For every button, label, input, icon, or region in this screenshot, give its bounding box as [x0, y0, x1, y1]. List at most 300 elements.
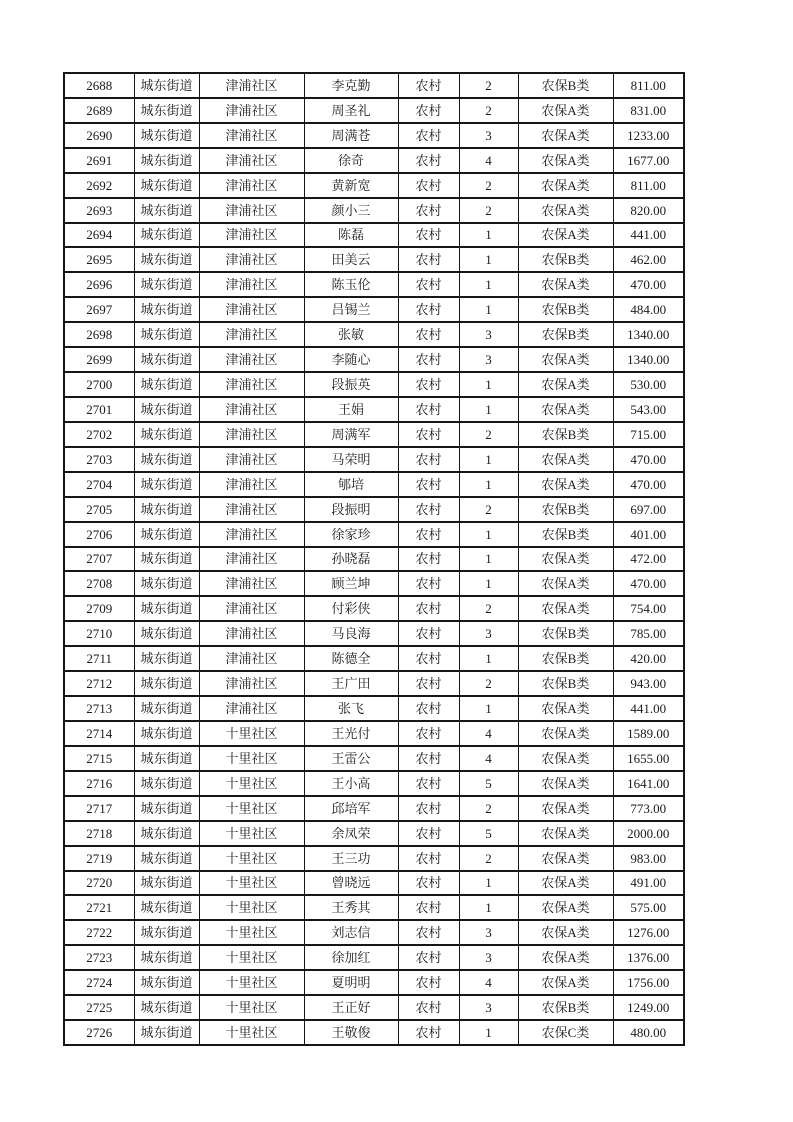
amount-cell: 785.00 [613, 621, 684, 646]
amount-cell: 484.00 [613, 297, 684, 322]
person-name-cell: 周满苍 [304, 123, 398, 148]
table-row [64, 497, 684, 522]
serial-number-cell: 2726 [64, 1020, 134, 1045]
table-row [64, 671, 684, 696]
table-row [64, 895, 684, 920]
insurance-category-cell: 农保A类 [518, 895, 613, 920]
person-name-cell: 王娟 [304, 397, 398, 422]
table-row [64, 522, 684, 547]
table-row [64, 821, 684, 846]
person-name-cell: 王正好 [304, 995, 398, 1020]
insurance-category-cell: 农保A类 [518, 98, 613, 123]
household-type-cell: 农村 [398, 895, 459, 920]
household-type-cell: 农村 [398, 272, 459, 297]
insurance-category-cell: 农保A类 [518, 746, 613, 771]
table-row [64, 372, 684, 397]
insurance-category-cell: 农保A类 [518, 547, 613, 572]
person-name-cell: 陈玉伦 [304, 272, 398, 297]
household-type-cell: 农村 [398, 372, 459, 397]
amount-cell: 983.00 [613, 846, 684, 871]
person-count-cell: 3 [459, 621, 518, 646]
street-cell: 城东街道 [134, 247, 199, 272]
person-name-cell: 徐家珍 [304, 522, 398, 547]
person-count-cell: 2 [459, 173, 518, 198]
person-name-cell: 李克勤 [304, 73, 398, 98]
person-name-cell: 段振英 [304, 372, 398, 397]
serial-number-cell: 2725 [64, 995, 134, 1020]
serial-number-cell: 2719 [64, 846, 134, 871]
amount-cell: 470.00 [613, 571, 684, 596]
serial-number-cell: 2696 [64, 272, 134, 297]
serial-number-cell: 2723 [64, 945, 134, 970]
community-cell: 津浦社区 [199, 522, 304, 547]
serial-number-cell: 2721 [64, 895, 134, 920]
community-cell: 津浦社区 [199, 547, 304, 572]
person-count-cell: 4 [459, 721, 518, 746]
serial-number-cell: 2709 [64, 596, 134, 621]
table-row [64, 571, 684, 596]
street-cell: 城东街道 [134, 522, 199, 547]
household-type-cell: 农村 [398, 571, 459, 596]
table-row [64, 920, 684, 945]
amount-cell: 773.00 [613, 796, 684, 821]
street-cell: 城东街道 [134, 696, 199, 721]
amount-cell: 1249.00 [613, 995, 684, 1020]
street-cell: 城东街道 [134, 198, 199, 223]
community-cell: 津浦社区 [199, 621, 304, 646]
household-type-cell: 农村 [398, 945, 459, 970]
serial-number-cell: 2716 [64, 771, 134, 796]
household-type-cell: 农村 [398, 223, 459, 248]
person-count-cell: 1 [459, 895, 518, 920]
table-row [64, 123, 684, 148]
person-count-cell: 1 [459, 1020, 518, 1045]
community-cell: 津浦社区 [199, 571, 304, 596]
person-name-cell: 段振明 [304, 497, 398, 522]
amount-cell: 470.00 [613, 447, 684, 472]
street-cell: 城东街道 [134, 621, 199, 646]
serial-number-cell: 2697 [64, 297, 134, 322]
street-cell: 城东街道 [134, 497, 199, 522]
street-cell: 城东街道 [134, 322, 199, 347]
table-row [64, 397, 684, 422]
amount-cell: 831.00 [613, 98, 684, 123]
insurance-category-cell: 农保A类 [518, 148, 613, 173]
amount-cell: 401.00 [613, 522, 684, 547]
person-count-cell: 5 [459, 771, 518, 796]
household-type-cell: 农村 [398, 821, 459, 846]
household-type-cell: 农村 [398, 596, 459, 621]
household-type-cell: 农村 [398, 397, 459, 422]
table-row [64, 1020, 684, 1045]
community-cell: 津浦社区 [199, 223, 304, 248]
insurance-category-cell: 农保A类 [518, 173, 613, 198]
person-name-cell: 徐奇 [304, 148, 398, 173]
amount-cell: 1376.00 [613, 945, 684, 970]
insurance-category-cell: 农保A类 [518, 223, 613, 248]
amount-cell: 811.00 [613, 73, 684, 98]
amount-cell: 1340.00 [613, 322, 684, 347]
insurance-category-cell: 农保A类 [518, 696, 613, 721]
community-cell: 十里社区 [199, 970, 304, 995]
insurance-category-cell: 农保A类 [518, 871, 613, 896]
person-name-cell: 付彩侠 [304, 596, 398, 621]
household-type-cell: 农村 [398, 198, 459, 223]
serial-number-cell: 2690 [64, 123, 134, 148]
household-type-cell: 农村 [398, 123, 459, 148]
person-count-cell: 3 [459, 322, 518, 347]
household-type-cell: 农村 [398, 621, 459, 646]
insurance-category-cell: 农保A类 [518, 272, 613, 297]
street-cell: 城东街道 [134, 671, 199, 696]
insurance-category-cell: 农保A类 [518, 846, 613, 871]
person-name-cell: 徐加红 [304, 945, 398, 970]
person-count-cell: 1 [459, 297, 518, 322]
street-cell: 城东街道 [134, 297, 199, 322]
table-row [64, 646, 684, 671]
amount-cell: 420.00 [613, 646, 684, 671]
street-cell: 城东街道 [134, 272, 199, 297]
table-row [64, 472, 684, 497]
person-name-cell: 颜小三 [304, 198, 398, 223]
serial-number-cell: 2700 [64, 372, 134, 397]
amount-cell: 1589.00 [613, 721, 684, 746]
table-row [64, 447, 684, 472]
person-count-cell: 2 [459, 98, 518, 123]
amount-cell: 480.00 [613, 1020, 684, 1045]
person-count-cell: 1 [459, 447, 518, 472]
community-cell: 十里社区 [199, 721, 304, 746]
community-cell: 十里社区 [199, 995, 304, 1020]
community-cell: 津浦社区 [199, 497, 304, 522]
insurance-category-cell: 农保B类 [518, 621, 613, 646]
insurance-category-cell: 农保A类 [518, 447, 613, 472]
household-type-cell: 农村 [398, 522, 459, 547]
serial-number-cell: 2704 [64, 472, 134, 497]
household-type-cell: 农村 [398, 771, 459, 796]
street-cell: 城东街道 [134, 721, 199, 746]
community-cell: 十里社区 [199, 821, 304, 846]
community-cell: 十里社区 [199, 1020, 304, 1045]
community-cell: 十里社区 [199, 771, 304, 796]
insurance-category-cell: 农保B类 [518, 497, 613, 522]
serial-number-cell: 2712 [64, 671, 134, 696]
person-name-cell: 马良海 [304, 621, 398, 646]
insurance-category-cell: 农保B类 [518, 995, 613, 1020]
serial-number-cell: 2713 [64, 696, 134, 721]
person-name-cell: 顾兰坤 [304, 571, 398, 596]
person-count-cell: 1 [459, 871, 518, 896]
person-count-cell: 2 [459, 497, 518, 522]
community-cell: 津浦社区 [199, 372, 304, 397]
household-type-cell: 农村 [398, 671, 459, 696]
amount-cell: 472.00 [613, 547, 684, 572]
street-cell: 城东街道 [134, 796, 199, 821]
serial-number-cell: 2705 [64, 497, 134, 522]
insurance-category-cell: 农保A类 [518, 721, 613, 746]
serial-number-cell: 2718 [64, 821, 134, 846]
street-cell: 城东街道 [134, 771, 199, 796]
insurance-category-cell: 农保A类 [518, 945, 613, 970]
community-cell: 十里社区 [199, 945, 304, 970]
community-cell: 十里社区 [199, 796, 304, 821]
table-row [64, 846, 684, 871]
person-count-cell: 4 [459, 746, 518, 771]
benefits-table [63, 72, 685, 1046]
serial-number-cell: 2722 [64, 920, 134, 945]
street-cell: 城东街道 [134, 73, 199, 98]
amount-cell: 1641.00 [613, 771, 684, 796]
household-type-cell: 农村 [398, 297, 459, 322]
person-count-cell: 1 [459, 372, 518, 397]
community-cell: 津浦社区 [199, 322, 304, 347]
street-cell: 城东街道 [134, 596, 199, 621]
table-row [64, 596, 684, 621]
insurance-category-cell: 农保B类 [518, 247, 613, 272]
household-type-cell: 农村 [398, 995, 459, 1020]
insurance-category-cell: 农保A类 [518, 796, 613, 821]
household-type-cell: 农村 [398, 547, 459, 572]
table-row [64, 547, 684, 572]
table-row [64, 73, 684, 98]
street-cell: 城东街道 [134, 995, 199, 1020]
amount-cell: 491.00 [613, 871, 684, 896]
person-name-cell: 曾晓远 [304, 871, 398, 896]
household-type-cell: 农村 [398, 173, 459, 198]
serial-number-cell: 2692 [64, 173, 134, 198]
person-count-cell: 3 [459, 347, 518, 372]
table-row [64, 98, 684, 123]
insurance-category-cell: 农保A类 [518, 347, 613, 372]
person-count-cell: 2 [459, 422, 518, 447]
person-count-cell: 2 [459, 198, 518, 223]
person-count-cell: 4 [459, 148, 518, 173]
community-cell: 津浦社区 [199, 247, 304, 272]
amount-cell: 1677.00 [613, 148, 684, 173]
street-cell: 城东街道 [134, 422, 199, 447]
street-cell: 城东街道 [134, 447, 199, 472]
serial-number-cell: 2698 [64, 322, 134, 347]
household-type-cell: 农村 [398, 846, 459, 871]
table-row [64, 970, 684, 995]
insurance-category-cell: 农保B类 [518, 73, 613, 98]
street-cell: 城东街道 [134, 821, 199, 846]
amount-cell: 1655.00 [613, 746, 684, 771]
person-count-cell: 1 [459, 272, 518, 297]
household-type-cell: 农村 [398, 447, 459, 472]
household-type-cell: 农村 [398, 422, 459, 447]
insurance-category-cell: 农保B类 [518, 646, 613, 671]
serial-number-cell: 2689 [64, 98, 134, 123]
street-cell: 城东街道 [134, 397, 199, 422]
serial-number-cell: 2714 [64, 721, 134, 746]
amount-cell: 1276.00 [613, 920, 684, 945]
person-count-cell: 5 [459, 821, 518, 846]
community-cell: 津浦社区 [199, 198, 304, 223]
community-cell: 津浦社区 [199, 472, 304, 497]
street-cell: 城东街道 [134, 372, 199, 397]
household-type-cell: 农村 [398, 721, 459, 746]
person-name-cell: 陈德全 [304, 646, 398, 671]
amount-cell: 1233.00 [613, 123, 684, 148]
person-name-cell: 夏明明 [304, 970, 398, 995]
amount-cell: 462.00 [613, 247, 684, 272]
amount-cell: 811.00 [613, 173, 684, 198]
insurance-category-cell: 农保A类 [518, 920, 613, 945]
street-cell: 城东街道 [134, 547, 199, 572]
household-type-cell: 农村 [398, 746, 459, 771]
serial-number-cell: 2688 [64, 73, 134, 98]
household-type-cell: 农村 [398, 98, 459, 123]
insurance-category-cell: 农保C类 [518, 1020, 613, 1045]
household-type-cell: 农村 [398, 472, 459, 497]
insurance-category-cell: 农保A类 [518, 821, 613, 846]
community-cell: 津浦社区 [199, 646, 304, 671]
amount-cell: 2000.00 [613, 821, 684, 846]
household-type-cell: 农村 [398, 322, 459, 347]
person-name-cell: 吕锡兰 [304, 297, 398, 322]
person-name-cell: 周圣礼 [304, 98, 398, 123]
amount-cell: 943.00 [613, 671, 684, 696]
person-count-cell: 1 [459, 397, 518, 422]
serial-number-cell: 2706 [64, 522, 134, 547]
street-cell: 城东街道 [134, 148, 199, 173]
insurance-category-cell: 农保A类 [518, 372, 613, 397]
person-count-cell: 1 [459, 696, 518, 721]
insurance-category-cell: 农保A类 [518, 397, 613, 422]
community-cell: 十里社区 [199, 846, 304, 871]
table-row [64, 247, 684, 272]
table-row [64, 796, 684, 821]
table-row [64, 871, 684, 896]
person-count-cell: 2 [459, 671, 518, 696]
person-count-cell: 1 [459, 547, 518, 572]
serial-number-cell: 2701 [64, 397, 134, 422]
household-type-cell: 农村 [398, 646, 459, 671]
person-count-cell: 4 [459, 970, 518, 995]
person-count-cell: 3 [459, 920, 518, 945]
insurance-category-cell: 农保A类 [518, 472, 613, 497]
person-name-cell: 张敏 [304, 322, 398, 347]
serial-number-cell: 2703 [64, 447, 134, 472]
community-cell: 十里社区 [199, 895, 304, 920]
person-count-cell: 2 [459, 796, 518, 821]
table-row [64, 198, 684, 223]
person-name-cell: 刘志信 [304, 920, 398, 945]
insurance-category-cell: 农保A类 [518, 198, 613, 223]
serial-number-cell: 2694 [64, 223, 134, 248]
person-name-cell: 余凤荣 [304, 821, 398, 846]
person-name-cell: 王三功 [304, 846, 398, 871]
community-cell: 津浦社区 [199, 123, 304, 148]
table-row [64, 995, 684, 1020]
street-cell: 城东街道 [134, 871, 199, 896]
person-count-cell: 1 [459, 646, 518, 671]
person-name-cell: 王秀其 [304, 895, 398, 920]
insurance-category-cell: 农保B类 [518, 522, 613, 547]
insurance-category-cell: 农保B类 [518, 297, 613, 322]
amount-cell: 441.00 [613, 696, 684, 721]
person-count-cell: 1 [459, 223, 518, 248]
community-cell: 津浦社区 [199, 73, 304, 98]
street-cell: 城东街道 [134, 746, 199, 771]
serial-number-cell: 2707 [64, 547, 134, 572]
person-count-cell: 1 [459, 472, 518, 497]
community-cell: 津浦社区 [199, 148, 304, 173]
amount-cell: 1340.00 [613, 347, 684, 372]
person-name-cell: 田美云 [304, 247, 398, 272]
serial-number-cell: 2720 [64, 871, 134, 896]
person-name-cell: 周满军 [304, 422, 398, 447]
insurance-category-cell: 农保A类 [518, 771, 613, 796]
household-type-cell: 农村 [398, 970, 459, 995]
community-cell: 津浦社区 [199, 422, 304, 447]
household-type-cell: 农村 [398, 1020, 459, 1045]
street-cell: 城东街道 [134, 846, 199, 871]
street-cell: 城东街道 [134, 895, 199, 920]
table-row [64, 297, 684, 322]
insurance-category-cell: 农保A类 [518, 596, 613, 621]
amount-cell: 470.00 [613, 472, 684, 497]
community-cell: 津浦社区 [199, 397, 304, 422]
insurance-category-cell: 农保A类 [518, 123, 613, 148]
serial-number-cell: 2710 [64, 621, 134, 646]
street-cell: 城东街道 [134, 945, 199, 970]
street-cell: 城东街道 [134, 1020, 199, 1045]
person-count-cell: 2 [459, 596, 518, 621]
table-row [64, 721, 684, 746]
table-row [64, 746, 684, 771]
person-name-cell: 郇培 [304, 472, 398, 497]
household-type-cell: 农村 [398, 73, 459, 98]
person-count-cell: 3 [459, 945, 518, 970]
street-cell: 城东街道 [134, 98, 199, 123]
table-row [64, 696, 684, 721]
amount-cell: 441.00 [613, 223, 684, 248]
street-cell: 城东街道 [134, 472, 199, 497]
person-name-cell: 陈磊 [304, 223, 398, 248]
household-type-cell: 农村 [398, 920, 459, 945]
serial-number-cell: 2691 [64, 148, 134, 173]
community-cell: 津浦社区 [199, 671, 304, 696]
street-cell: 城东街道 [134, 173, 199, 198]
table-row [64, 771, 684, 796]
insurance-category-cell: 农保B类 [518, 671, 613, 696]
household-type-cell: 农村 [398, 347, 459, 372]
household-type-cell: 农村 [398, 796, 459, 821]
person-name-cell: 王小高 [304, 771, 398, 796]
community-cell: 津浦社区 [199, 272, 304, 297]
serial-number-cell: 2699 [64, 347, 134, 372]
serial-number-cell: 2702 [64, 422, 134, 447]
person-name-cell: 王广田 [304, 671, 398, 696]
person-name-cell: 王光付 [304, 721, 398, 746]
community-cell: 十里社区 [199, 920, 304, 945]
serial-number-cell: 2717 [64, 796, 134, 821]
serial-number-cell: 2711 [64, 646, 134, 671]
household-type-cell: 农村 [398, 247, 459, 272]
serial-number-cell: 2708 [64, 571, 134, 596]
community-cell: 津浦社区 [199, 347, 304, 372]
street-cell: 城东街道 [134, 347, 199, 372]
community-cell: 津浦社区 [199, 297, 304, 322]
street-cell: 城东街道 [134, 970, 199, 995]
person-count-cell: 1 [459, 247, 518, 272]
person-name-cell: 孙晓磊 [304, 547, 398, 572]
person-count-cell: 2 [459, 73, 518, 98]
person-name-cell: 李随心 [304, 347, 398, 372]
household-type-cell: 农村 [398, 497, 459, 522]
